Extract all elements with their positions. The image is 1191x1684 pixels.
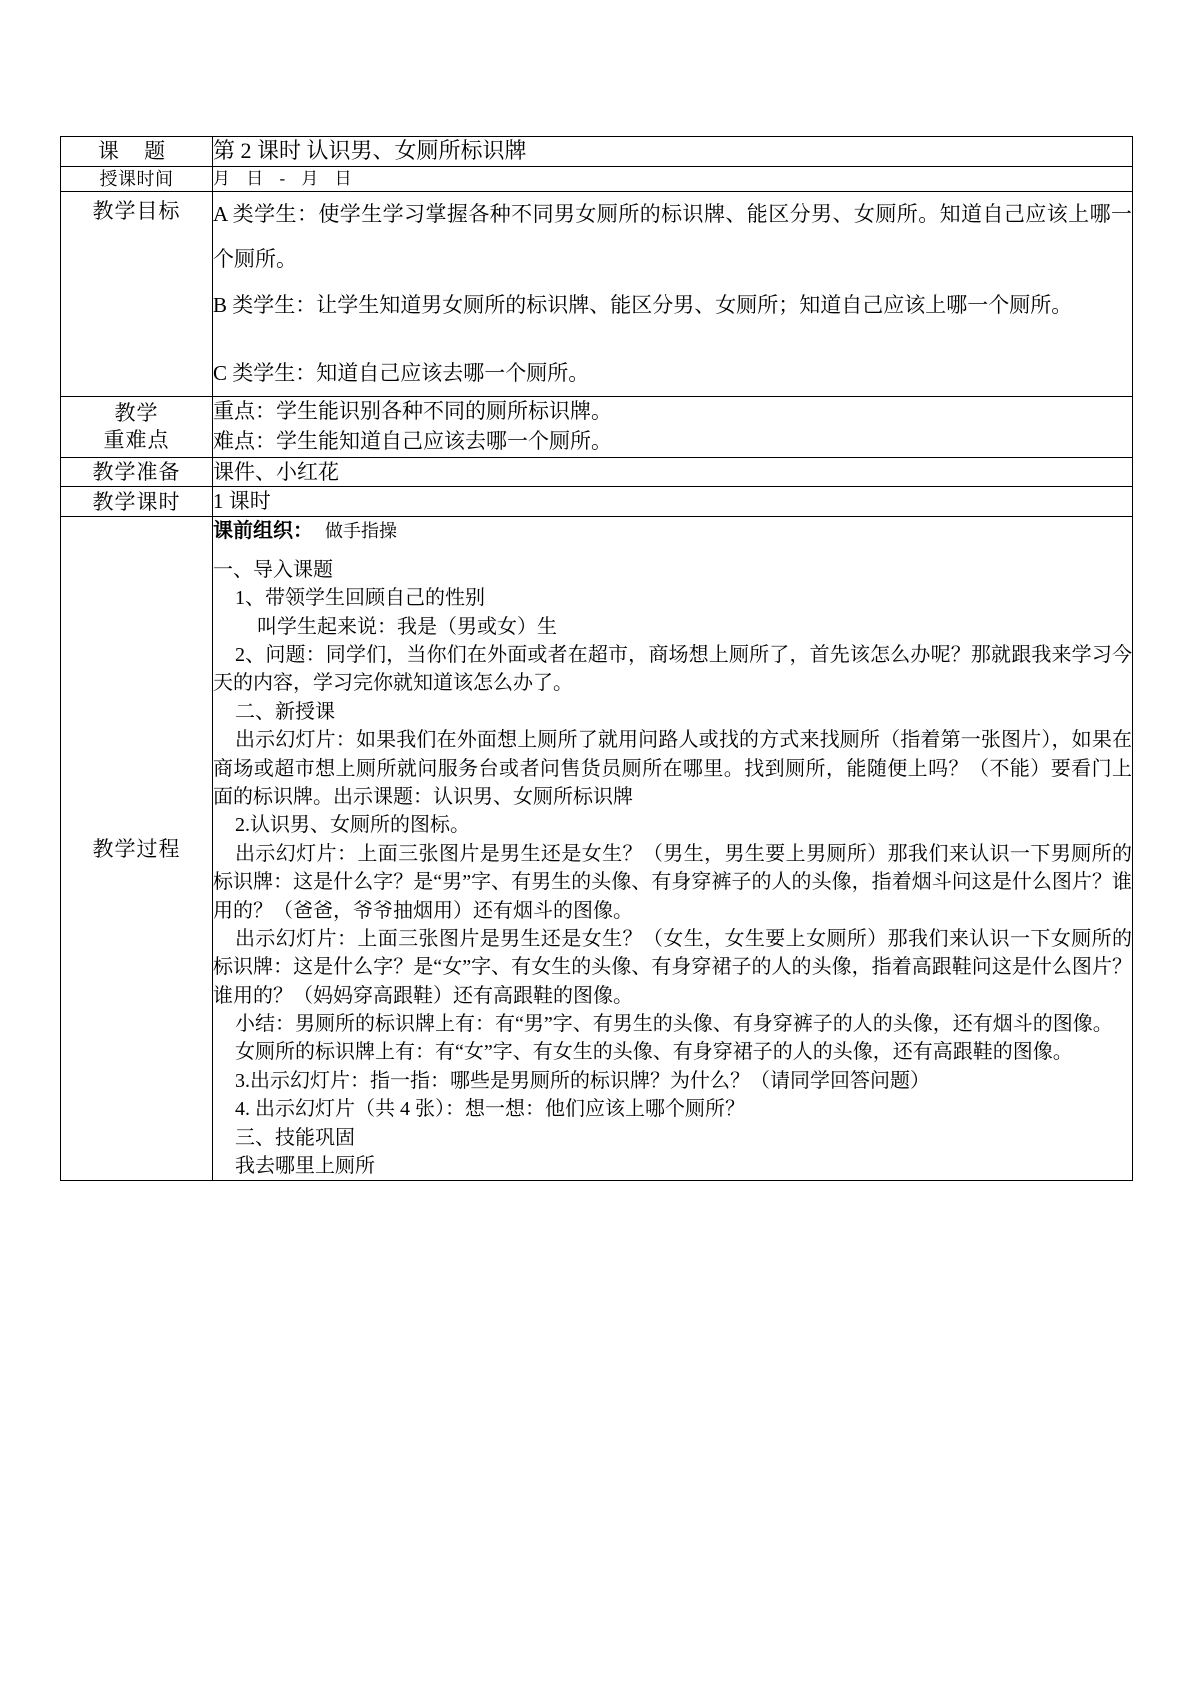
process-line: 一、导入课题 xyxy=(213,558,333,581)
process-line: 2、问题：同学们，当你们在外面或者在超市，商场想上厕所了，首先该怎么办呢？那就跟我来学习今天的内容，学习完你就知道该怎么办了。 xyxy=(213,644,1132,695)
objective-c: C 类学生：知道自己应该去哪一个厕所。 xyxy=(213,360,590,385)
row-value-topic: 第 2 课时 认识男、女厕所标识牌 xyxy=(213,137,1133,167)
process-line: 2.认识男、女厕所的图标。 xyxy=(235,814,470,837)
row-value-class-time: 月 日 - 月 日 xyxy=(213,166,1133,192)
process-line: 出示幻灯片：上面三张图片是男生还是女生？（女生，女生要上女厕所）那我们来认识一下女厕所的标识牌：这是什么字？是“女”字、有女生的头像、有身穿裙子的人的头像，指着高跟鞋问这是什么图片？谁用的？（妈妈穿高跟鞋）还有高跟鞋的图像。 xyxy=(213,927,1132,1007)
row-value-process xyxy=(213,517,1133,1181)
pre-class-label: 课前组织： xyxy=(213,520,313,543)
row-label-process: 教学过程 xyxy=(61,517,213,1181)
process-line: 3.出示幻灯片：指一指：哪些是男厕所的标识牌？为什么？（请同学回答问题） xyxy=(235,1069,930,1092)
row-value-periods: 1 课时 xyxy=(213,487,1133,517)
row-label-objectives: 教学目标 xyxy=(61,192,213,397)
objective-spacer xyxy=(213,328,1132,351)
pre-class-value: 做手指操 xyxy=(325,521,397,542)
process-line: 出示幻灯片：如果我们在外面想上厕所了就用问路人或找的方式来找厕所（指着第一张图片），如果在商场或超市想上厕所就问服务台或者问售货员厕所在哪里。找到厕所，能随便上吗？（不能）要看门上面的标识牌。出示课题：认识男、女厕所标识牌 xyxy=(213,729,1132,808)
row-value-key-difficult xyxy=(213,396,1133,457)
process-line: 小结：男厕所的标识牌上有：有“男”字、有男生的头像、有身穿裤子的人的头像，还有烟斗的图像。 xyxy=(235,1013,1113,1036)
lesson-plan-table xyxy=(60,136,1133,1181)
table-row-preparation xyxy=(61,457,1133,487)
process-line: 女厕所的标识牌上有：有“女”字、有女生的头像、有身穿裙子的人的头像，还有高跟鞋的图像。 xyxy=(235,1041,1073,1064)
process-line: 三、技能巩固 xyxy=(235,1126,355,1149)
process-line-list xyxy=(213,556,1132,1181)
row-label-periods: 教学课时 xyxy=(61,487,213,517)
difficult-point-text: 难点：学生能知道自己应该去哪一个厕所。 xyxy=(213,428,612,453)
table-row-class-time xyxy=(61,166,1133,192)
row-label-key-difficult-line2: 重难点 xyxy=(103,427,170,452)
row-value-objectives xyxy=(213,192,1133,397)
row-label-topic xyxy=(61,137,213,167)
process-line: 我去哪里上厕所 xyxy=(235,1155,375,1178)
row-label-key-difficult-line1: 教学 xyxy=(114,401,159,426)
table-row-key-difficult xyxy=(61,396,1133,457)
key-point-text: 重点：学生能识别各种不同的厕所标识牌。 xyxy=(213,398,612,423)
process-line: 二、新授课 xyxy=(235,700,335,723)
process-line: 4. 出示幻灯片（共 4 张）：想一想：他们应该上哪个厕所？ xyxy=(235,1098,745,1121)
process-line: 1、带领学生回顾自己的性别 xyxy=(235,587,485,610)
process-line: 叫学生起来说：我是（男或女）生 xyxy=(257,615,557,638)
process-line: 出示幻灯片：上面三张图片是男生还是女生？（男生，男生要上男厕所）那我们来认识一下男厕所的标识牌：这是什么字？是“男”字、有男生的头像、有身穿裤子的人的头像，指着烟斗问这是什么图片？谁用的？（爸爸，爷爷抽烟用）还有烟斗的图像。 xyxy=(213,842,1132,922)
row-label-class-time: 授课时间 xyxy=(61,166,213,192)
row-label-topic-text: 课 题 xyxy=(97,139,176,164)
table-row-periods xyxy=(61,487,1133,517)
objective-b: B 类学生：让学生知道男女厕所的标识牌、能区分男、女厕所；知道自己应该上哪一个厕所。 xyxy=(213,292,1073,317)
objective-a: A 类学生：使学生学习掌握各种不同男女厕所的标识牌、能区分男、女厕所。知道自己应该上哪一个厕所。 xyxy=(213,202,1132,272)
pre-class-line xyxy=(213,517,1132,545)
row-label-preparation: 教学准备 xyxy=(61,457,213,487)
row-label-key-difficult xyxy=(61,396,213,457)
table-row-topic xyxy=(61,137,1133,167)
table-row-objectives xyxy=(61,192,1133,397)
table-row-process xyxy=(61,517,1133,1181)
row-value-preparation: 课件、小红花 xyxy=(213,457,1133,487)
